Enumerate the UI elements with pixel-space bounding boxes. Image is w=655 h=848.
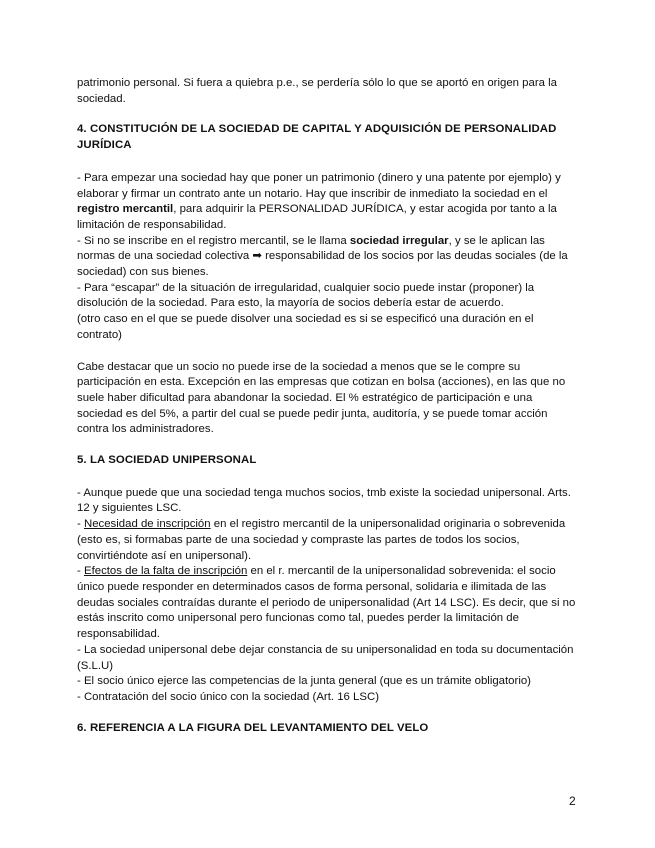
section-4-paragraph-3: - Para “escapar” de la situación de irregularidad, cualquier socio puede instar (proponer) la disolución de la sociedad. Para esto, la mayoría de socios debería estar de acuerdo. [77, 281, 535, 310]
text-run: , y se le aplican las normas de una sociedad colectiva ➡ responsabilidad de los socios por las deudas sociales (de la sociedad) con sus bienes. [77, 234, 568, 279]
section-5-paragraph-2 [77, 517, 577, 564]
text-run: - Si no se inscribe en el registro mercantil, se le llama [77, 234, 350, 247]
underlined-term-necesidad: Necesidad de inscripción [83, 518, 211, 531]
section-5-paragraph-3 [77, 564, 577, 643]
intro-paragraph: patrimonio personal. Si fuera a quiebra p.e., se perdería sólo lo que se aportó en origen para la sociedad. [77, 77, 557, 105]
section-5-paragraph-4: - La sociedad unipersonal debe dejar constancia de su unipersonalidad en toda su documentación (S.L.U) [77, 643, 574, 672]
section-5-heading: 5. LA SOCIEDAD UNIPERSONAL [77, 454, 257, 467]
section-4-paragraph-2 [77, 234, 577, 281]
bold-term-registro-mercantil: registro mercantil [77, 203, 174, 216]
text-run: , para adquirir la PERSONALIDAD JURÍDICA, y estar acogida por tanto a la limitación de responsabilidad. [77, 203, 557, 231]
section-6-heading: 6. REFERENCIA A LA FIGURA DEL LEVANTAMIENTO DEL VELO [77, 721, 429, 734]
section-4-paragraph-5: Cabe destacar que un socio no puede irse de la sociedad a menos que se le compre su participación en esta. Excepción en las empresas que cotizan en bolsa (acciones), en las que no suele haber dificultad para abandonar la sociedad. El % estratégico de participación e una sociedad es del 5%, a partir del cual se puede pedir junta, auditoría, y se puede tomar acción contra los administradores. [77, 360, 566, 436]
page-number: 2 [569, 794, 576, 808]
text-run: - [77, 565, 84, 578]
document-page [77, 76, 577, 736]
section-5-paragraph-1: - Aunque puede que una sociedad tenga muchos socios, tmb existe la sociedad unipersonal. Arts. 12 y siguientes LSC. [77, 486, 571, 515]
section-4-heading: 4. CONSTITUCIÓN DE LA SOCIEDAD DE CAPITAL Y ADQUISICIÓN DE PERSONALIDAD JURÍDICA [77, 123, 557, 152]
underlined-term-efectos: Efectos de la falta de inscripción [83, 565, 248, 578]
section-4-paragraph-4: (otro caso en el que se puede disolver una sociedad es si se especificó una duración en el contrato) [77, 313, 534, 341]
section-5-paragraph-5: - El socio único ejerce las competencias de la junta general (que es un trámite obligatorio) [77, 675, 531, 688]
text-run: en el r. mercantil de la unipersonalidad sobrevenida: el socio único puede responder en determinados casos de forma personal, solidaria e ilimitada de las deudas sociales contraídas durante el periodo de unipersonalidad (Art 14 LSC). Es decir, que si no estás inscrito como unipersonal pero funcionas como tal, puedes perder la limitación de responsabilidad. [77, 565, 576, 641]
text-run: en el registro mercantil de la unipersonalidad originaria o sobrevenida (esto es, si formabas parte de una sociedad y compraste las partes de todos los socios, convirtiéndote así en unipersonal). [77, 518, 566, 562]
text-run: - [77, 518, 84, 531]
section-5-paragraph-6: - Contratación del socio único con la sociedad (Art. 16 LSC) [77, 690, 380, 703]
section-4-paragraph-1 [77, 171, 577, 234]
bold-term-sociedad-irregular: sociedad irregular [349, 234, 449, 247]
text-run: - Para empezar una sociedad hay que poner un patrimonio (dinero y una patente por ejemplo) y elaborar y firmar un contrato ante un notario. Hay que inscribir de inmediato la sociedad en el [77, 171, 561, 200]
